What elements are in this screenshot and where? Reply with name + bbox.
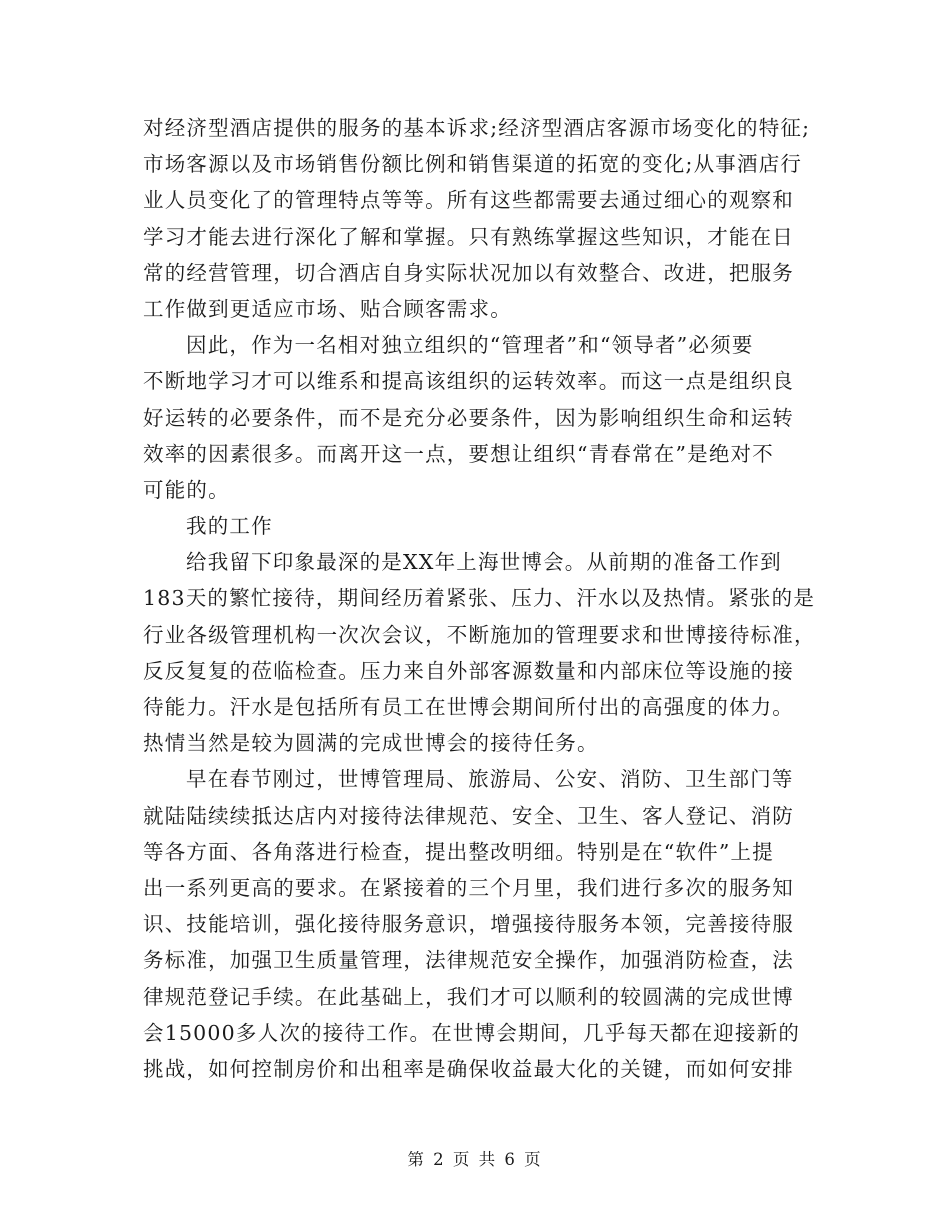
- text-line: 待能力。汗水是包括所有员工在世博会期间所付出的高强度的体力。: [143, 695, 794, 719]
- text-line: 反反复复的莅临检查。压力来自外部客源数量和内部床位等设施的接: [143, 658, 794, 683]
- paragraph-start-line: 早在春节刚过，世博管理局、旅游局、公安、消防、卫生部门等: [186, 767, 794, 792]
- text-line: 就陆陆续续抵达店内对接待法律规范、安全、卫生、客人登记、消防: [143, 803, 794, 828]
- text-line: 律规范登记手续。在此基础上，我们才可以顺利的较圆满的完成世博: [143, 984, 794, 1009]
- paragraph-start-line: 给我留下印象最深的是XX年上海世博会。从前期的准备工作到: [186, 550, 782, 575]
- text-line: 效率的因素很多。而离开这一点，要想让组织“青春常在”是绝对不: [143, 441, 774, 466]
- text-line: 不断地学习才可以维系和提高该组织的运转效率。而这一点是组织良: [143, 369, 794, 394]
- text-line: 常的经营管理，切合酒店自身实际状况加以有效整合、改进，把服务: [143, 260, 794, 285]
- text-line: 可能的。: [143, 477, 230, 502]
- text-line: 务标准，加强卫生质量管理，法律规范安全操作，加强消防检查，法: [143, 948, 794, 973]
- text-line: 热情当然是较为圆满的完成世博会的接待任务。: [143, 731, 599, 756]
- text-line: 等各方面、各角落进行检查，提出整改明细。特别是在“软件”上提: [143, 839, 774, 864]
- text-line: 出一系列更高的要求。在紧接着的三个月里，我们进行多次的服务知: [143, 875, 794, 900]
- document-body: [143, 110, 816, 1087]
- text-line: 市场客源以及市场销售份额比例和销售渠道的拓宽的变化;从事酒店行: [143, 152, 803, 177]
- text-line: 识、技能培训，强化接待服务意识，增强接待服务本领，完善接待服: [143, 912, 794, 937]
- text-line: 工作做到更适应市场、贴合顾客需求。: [143, 296, 512, 321]
- text-line: 行业各级管理机构一次次会议，不断施加的管理要求和世博接待标准，: [143, 622, 816, 647]
- text-line: 会15000多人次的接待工作。在世博会期间，几乎每天都在迎接新的: [143, 1020, 801, 1045]
- page-number-footer: 第 2 页 共 6 页: [407, 1150, 543, 1169]
- text-line: 好运转的必要条件，而不是充分必要条件，因为影响组织生命和运转: [143, 405, 794, 430]
- text-line: 对经济型酒店提供的服务的基本诉求;经济型酒店客源市场变化的特征;: [143, 116, 811, 140]
- text-line: 183天的繁忙接待，期间经历着紧张、压力、汗水以及热情。紧张的是: [143, 586, 816, 611]
- text-line: 业人员变化了的管理特点等等。所有这些都需要去通过细心的观察和: [143, 188, 794, 213]
- text-line: 学习才能去进行深化了解和掌握。只有熟练掌握这些知识，才能在日: [143, 224, 794, 249]
- section-heading: 我的工作: [186, 514, 273, 539]
- paragraph-start-line: 因此，作为一名相对独立组织的“管理者”和“领导者”必须要: [186, 333, 754, 358]
- text-line: 挑战，如何控制房价和出租率是确保收益最大化的关键，而如何安排: [143, 1056, 794, 1081]
